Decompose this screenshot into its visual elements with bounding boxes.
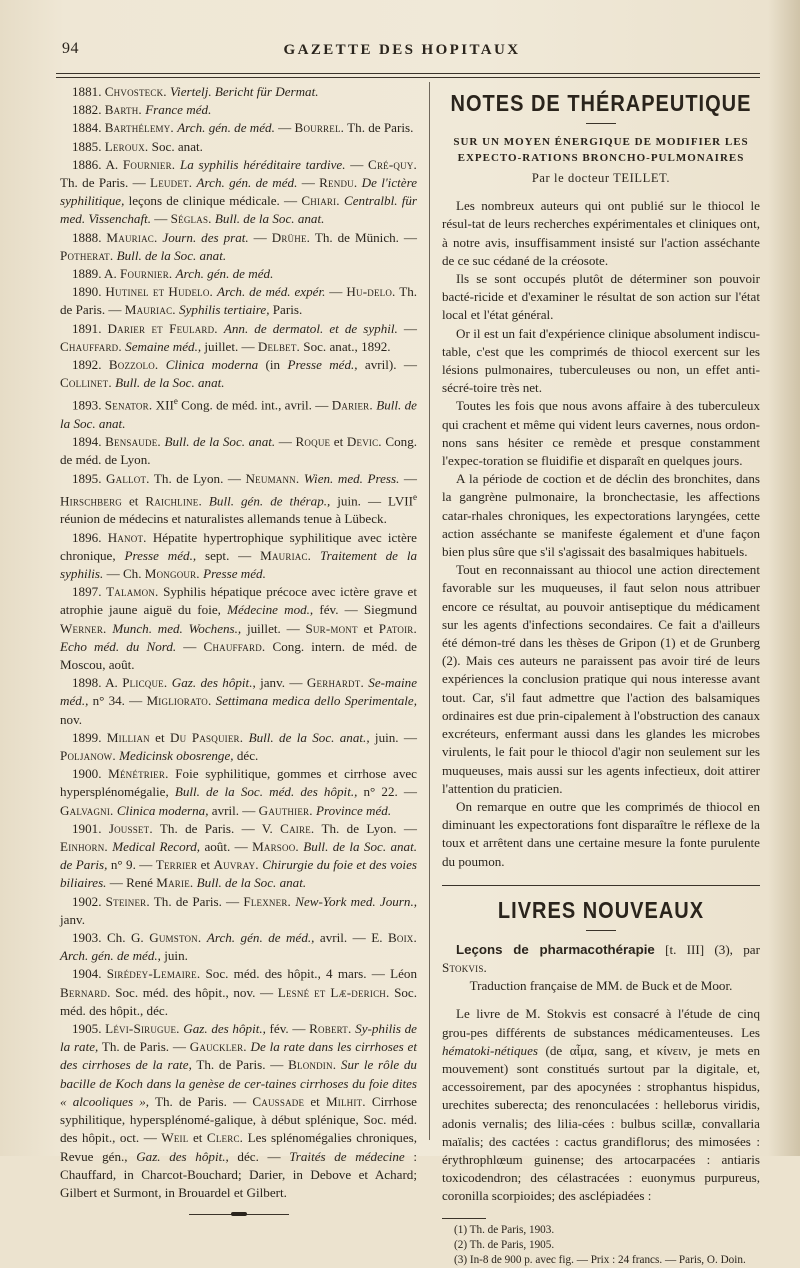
publication-title: Viertelj. Bericht für Dermat. bbox=[170, 84, 319, 99]
footnote: (2) Th. de Paris, 1905. bbox=[454, 1238, 555, 1251]
publication-title: Presse méd. bbox=[203, 566, 266, 581]
publication-title: Bull. de la Soc. anat. bbox=[115, 375, 225, 391]
author-name: Chvosteck. bbox=[104, 84, 167, 99]
author-name: Hutinel et Hudelo. bbox=[105, 284, 214, 300]
author-name: Mauriac. bbox=[106, 229, 158, 245]
author-name: Einhorn. bbox=[60, 839, 108, 855]
text-run: Syphilis hépatique précoce avec ictère grave et atrophie jaune aiguë du foie, bbox=[60, 584, 417, 618]
bibliography-entry bbox=[60, 265, 417, 283]
text-run: Th. de Paris. — bbox=[60, 175, 151, 191]
bibliography-entry bbox=[60, 320, 417, 356]
author-name: Séglas. bbox=[170, 211, 212, 227]
author-name: Weil bbox=[161, 1130, 189, 1146]
publication-title: France méd. bbox=[145, 102, 212, 118]
text-run: Soc. anat. bbox=[148, 138, 203, 154]
text-run: et bbox=[188, 1130, 207, 1146]
text-run: Th. de Paris. — bbox=[149, 893, 244, 909]
footnote: (1) Th. de Paris, 1903. bbox=[454, 1223, 555, 1236]
publication-title: Sur le rôle du bacille de Koch dans la genèse de cer-taines cirrhoses du foie dites « alcooliques », bbox=[60, 1057, 417, 1109]
publication-title: Chirurgie du foie et des voies biliaires. bbox=[60, 857, 417, 891]
text-run: Cong. intern. de méd. de Moscou, août. bbox=[60, 638, 417, 673]
publication-title: Echo méd. du Nord. bbox=[60, 638, 177, 654]
author-name: Chauffard. bbox=[60, 338, 122, 354]
text-run: — bbox=[274, 120, 295, 136]
author-name: Du Pasquier. bbox=[169, 729, 244, 745]
text-run: juin. — LVII bbox=[330, 493, 414, 509]
text-run bbox=[311, 548, 320, 563]
author-name: Migliorato. bbox=[146, 693, 212, 709]
author-name: Bernard. bbox=[60, 984, 111, 1000]
text-run: — Ch. bbox=[103, 566, 145, 581]
text-run: nov. bbox=[60, 711, 83, 727]
publication-title: hématoki-nétiques bbox=[442, 1042, 538, 1058]
text-run: 1882. bbox=[72, 102, 105, 118]
text-run: Cong. de méd. int., avril. — bbox=[177, 397, 332, 413]
text-run bbox=[202, 493, 209, 508]
author-name: Boix. bbox=[387, 930, 417, 946]
publication-title: Arch. de méd. expér. bbox=[216, 284, 326, 300]
author-name: Jousset. bbox=[108, 820, 153, 836]
publication-title: Arch. gén. de méd. bbox=[177, 120, 275, 136]
bibliography-entry bbox=[60, 820, 417, 893]
bibliography-entry bbox=[60, 729, 417, 765]
publication-title: Gaz. des hôpit., bbox=[171, 675, 256, 691]
bibliography-entry bbox=[60, 101, 417, 119]
publication-title: Arch. gén. de méd., bbox=[60, 948, 161, 964]
publication-title: Bull. de la Soc. anat. bbox=[214, 211, 325, 227]
text-run: juillet. — bbox=[201, 338, 258, 354]
text-run: 1892. bbox=[72, 357, 109, 373]
text-run: A la période de coction et de déclin des bronchites, dans la gangrène pulmonaire, la bronchectasie, les affections catar-rhales chroniques, les expectorations laryngées, cette action asséchante se manifeste également et d'une façon bien plus sûre que s'il s'agissait des basalmiques habituels. bbox=[442, 471, 760, 560]
text-run: Th. de Münich. — bbox=[310, 229, 417, 245]
publication-title: Presse méd., bbox=[124, 547, 197, 563]
text-run: Th. de Paris. — bbox=[191, 1057, 289, 1073]
author-name: Leudet. bbox=[150, 175, 193, 191]
text-run: 1901. bbox=[72, 820, 109, 836]
author-name: Neumann. bbox=[245, 470, 300, 486]
text-run: 1889. A. bbox=[72, 266, 121, 282]
author-name: Potherat. bbox=[60, 247, 114, 263]
text-run: — bbox=[325, 284, 347, 300]
text-run: juin. — bbox=[369, 729, 418, 745]
publication-title: Munch. med. Wochens., bbox=[112, 620, 242, 636]
author-name: Hanot. bbox=[107, 529, 147, 545]
footnotes bbox=[442, 1223, 760, 1268]
text-run: — René bbox=[106, 875, 157, 891]
author-name: Galvagni. bbox=[60, 802, 114, 818]
author-name: Lévi-Sirugue. bbox=[105, 1021, 180, 1037]
bibliography-entry bbox=[60, 229, 417, 265]
bibliography-entry bbox=[60, 283, 417, 319]
publication-title: Clinica moderna bbox=[165, 357, 259, 373]
text-run: fév. — bbox=[265, 1021, 310, 1037]
text-run: Cirrhose syphilitique, hypersplénomé-galique, à début splénique, Soc. méd. des hôpit., oct. — bbox=[60, 1093, 417, 1146]
author-name: Mauriac. bbox=[124, 302, 176, 318]
text-run: 1904. bbox=[72, 966, 107, 982]
text-run: Ils se sont occupés plutôt de déterminer son pouvoir bacté-ricide et d'examiner le résultat de son action sur l'état local et l'état général. bbox=[442, 271, 760, 323]
bibliography-entry bbox=[60, 674, 417, 729]
author-name: Marie. bbox=[156, 875, 194, 891]
publication-title: Province méd. bbox=[315, 802, 392, 818]
text-run: et bbox=[330, 434, 347, 450]
publication-title: Traitement de la syphilis. bbox=[60, 547, 418, 581]
text-run: XII bbox=[152, 397, 174, 413]
text-run: — bbox=[248, 229, 272, 245]
header-rule-thin bbox=[56, 77, 760, 78]
text-run: Foie syphilitique, gommes et cirrhose avec hypersplénomégalie, bbox=[60, 766, 417, 800]
publication-title: Arch. gén. de méd., bbox=[206, 930, 315, 946]
bibliography-entry bbox=[60, 356, 417, 392]
short-rule bbox=[586, 123, 616, 124]
article-paragraph bbox=[442, 197, 760, 270]
author-name: Auvray. bbox=[213, 857, 259, 873]
author-name: Barthélemy. bbox=[104, 120, 174, 136]
text-run: et bbox=[121, 493, 146, 509]
author-name: Patoir. bbox=[378, 620, 417, 636]
publication-title: Syphilis tertiaire, bbox=[179, 302, 270, 318]
text-run: Th. de Paris. — bbox=[98, 1039, 190, 1055]
bibliography-entry bbox=[60, 83, 417, 101]
book-review-paragraph bbox=[442, 1005, 760, 1205]
publication-title: Medical Record, bbox=[112, 839, 201, 855]
text-run: avril. — bbox=[208, 802, 259, 818]
text-run: 1896. bbox=[72, 529, 108, 545]
bibliography-entry bbox=[60, 929, 417, 965]
text-run: 1888. bbox=[72, 229, 107, 245]
text-run: n° 34. — bbox=[88, 693, 147, 709]
text-run: et bbox=[304, 1093, 326, 1109]
publication-title: Presse méd., bbox=[287, 357, 358, 373]
bibliography-list bbox=[60, 83, 417, 1202]
article-paragraph bbox=[442, 470, 760, 561]
text-run: Cong. de méd. de Lyon. bbox=[60, 434, 418, 468]
text-run: Le livre de M. Stokvis est consacré à l'étude de cinq grou-pes différents de substances médicamenteuses. Les bbox=[442, 1006, 760, 1040]
text-run: Soc. méd. des hôpit., nov. — bbox=[110, 984, 278, 1000]
author-name: Hirschberg bbox=[60, 493, 122, 509]
publication-title: Clinica moderna, bbox=[116, 802, 209, 818]
publication-title: Journ. des prat. bbox=[162, 229, 249, 245]
text-run: leçons de clinique médicale. — bbox=[124, 193, 302, 209]
page-number: 94 bbox=[62, 40, 79, 57]
publication-title: Gaz. des hôpit., bbox=[136, 1148, 229, 1164]
text-run: 1895. bbox=[72, 470, 106, 486]
publication-title: Bull. de la Soc. anat. bbox=[196, 875, 307, 891]
publication-title: Bull. de la Soc. anat. bbox=[164, 434, 276, 450]
author-name: Gerhardt. bbox=[306, 675, 364, 691]
article-title: SUR UN MOYEN ÉNERGIQUE DE MODIFIER LES EXPECTO-RATIONS BRONCHO-PULMONAIRES bbox=[453, 136, 749, 164]
short-rule-2 bbox=[586, 930, 616, 931]
text-run: — bbox=[275, 434, 296, 450]
section-title-livres: LIVRES NOUVEAUX bbox=[497, 898, 705, 924]
text-run: Les nombreux auteurs qui ont publié sur le thiocol le résul-tat de leurs recherches expérimentales et cliniques ont, à notre avis, insuffisamment insisté sur l'action asséchante de ce suc cédané de la créosote. bbox=[442, 198, 760, 268]
text-run: 1900. bbox=[72, 766, 109, 782]
author-name: Clerc. bbox=[206, 1130, 244, 1146]
author-name: Poljanow. bbox=[60, 748, 116, 764]
text-run: et bbox=[357, 620, 379, 636]
author-name: Chauffard. bbox=[203, 638, 266, 654]
article-paragraph bbox=[442, 397, 760, 470]
text-run: Paris. bbox=[269, 302, 303, 318]
author-name: Blondin. bbox=[288, 1057, 337, 1073]
publication-title: Bull. de la Soc. méd. des hôpit., bbox=[174, 784, 358, 800]
publication-title: Ann. de dermatol. et de syphil. bbox=[223, 320, 398, 336]
publication-title: Bull. de la Soc. anat. bbox=[116, 247, 227, 263]
column-divider bbox=[429, 82, 430, 1140]
publication-title: Bull. de la Soc. anat., bbox=[248, 729, 370, 745]
text-run: janv. bbox=[60, 911, 85, 927]
text-run: Toutes les fois que nous avons affaire à des tuberculeux qui crachent et même qui vident leurs cavernes, nous ordon-nons sans hésiter ce remède et presque constamment l'expec-toration se fluidifie et disparaît en quelques jours. bbox=[442, 398, 760, 469]
author-name: Gauckler. bbox=[189, 1039, 247, 1055]
end-ornament-rule bbox=[189, 1214, 289, 1215]
publication-title: Medicinsk obosrenge, bbox=[119, 748, 234, 764]
text-run: Th. de Lyon. — bbox=[314, 820, 417, 836]
publication-title: Settimana medica dello Sperimentale, bbox=[215, 693, 417, 709]
publication-title: New-York med. Journ., bbox=[295, 893, 418, 909]
text-run: Soc. méd. des hôpit., 4 mars. — Léon bbox=[200, 966, 417, 982]
publication-title: La syphilis héréditaire tardive. bbox=[179, 156, 346, 172]
text-run: et bbox=[197, 857, 214, 873]
text-run: — bbox=[399, 470, 417, 486]
bibliography-entry bbox=[60, 1020, 417, 1202]
text-run: avril). — bbox=[357, 357, 417, 373]
text-run: 1902. bbox=[72, 893, 106, 909]
author-name: Sur-mont bbox=[305, 620, 358, 636]
footnote: (3) In-8 de 900 p. avec fig. — Prix : 24 francs. — Paris, O. Doin. bbox=[454, 1253, 746, 1266]
text-run: n° 9. — bbox=[107, 857, 156, 873]
text-run: fév. — Siegmund bbox=[313, 602, 417, 618]
author-name: Bensaude. bbox=[105, 434, 161, 450]
author-name: Millian bbox=[106, 729, 150, 745]
publication-title: Wien. med. Press. bbox=[303, 470, 400, 486]
publication-title: Sy-philis de la rate, bbox=[60, 1021, 417, 1055]
author-name: Delbet. bbox=[257, 338, 301, 354]
author-name: Roque bbox=[295, 434, 331, 450]
author-name: Robert. bbox=[309, 1021, 352, 1037]
author-name: Fournier. bbox=[120, 266, 173, 282]
author-name: Darier et Feulard. bbox=[107, 320, 218, 336]
text-run bbox=[158, 357, 165, 372]
text-run: Th. de Lyon. — bbox=[149, 470, 246, 486]
publication-title: De l'ictère syphilitique, bbox=[60, 175, 418, 209]
author-name: Bourrel. bbox=[294, 120, 345, 136]
text-run: 1881. bbox=[72, 84, 105, 99]
text-run: n° 22. — bbox=[357, 784, 417, 800]
text-run: 1893. bbox=[72, 397, 105, 413]
text-run: août. — bbox=[200, 839, 253, 855]
publication-title: Bull. de la Soc. anat. bbox=[60, 397, 417, 432]
author-name: Mauriac. bbox=[260, 547, 312, 563]
bibliography-entry bbox=[60, 156, 417, 229]
text-run: déc. — bbox=[228, 1148, 290, 1164]
footnote-rule bbox=[442, 1218, 486, 1219]
author-name: Caire. bbox=[280, 820, 315, 836]
author-name: Terrier bbox=[155, 857, 198, 873]
book-author: Stokvis. bbox=[442, 959, 487, 975]
text-run: — bbox=[345, 156, 369, 172]
text-run: sept. — bbox=[196, 547, 261, 563]
bibliography-entry bbox=[60, 965, 417, 1020]
bibliography-entry bbox=[60, 119, 417, 137]
text-run: (in bbox=[258, 357, 288, 373]
text-run: (de αἷμα, sang, et κίνειν, je mets en mouvement) sont constitués surtout par la digitale, et, accessoirement, par des apocynées : strophantus hispidus, urechites suberecta; des renonculacées : helleborus viridis, adonis vernalis; des lilia-cées : bulbus scillæ, convallaria maïalis; des cactées : cactus grandiflorus; des mimosées : érythrophlœum guinense; des artocarpacées : antiaris toxicodendron; des célastracées : euonymus purpureus, coronilla scorpioides; des asclépiadées : bbox=[442, 1042, 760, 1204]
publication-title: Arch. gén. de méd. bbox=[196, 175, 298, 191]
bibliography-entry bbox=[60, 765, 417, 820]
book-title: Leçons de pharmacothérapie bbox=[456, 941, 655, 957]
author-name: Fournier. bbox=[122, 156, 176, 172]
publication-title: Bull. gén. de thérap., bbox=[208, 493, 331, 509]
author-name: Milhit. bbox=[325, 1093, 366, 1109]
publication-title: Bull. de la Soc. anat. de Paris, bbox=[60, 839, 418, 873]
author-name: Chiari. bbox=[301, 193, 340, 209]
author-name: Flexner. bbox=[243, 893, 292, 909]
bibliography-entry bbox=[60, 529, 417, 584]
text-run: 1894. bbox=[72, 434, 106, 450]
text-run: 1898. A. bbox=[72, 675, 123, 691]
publication-title: Arch. gén. de méd. bbox=[175, 266, 274, 282]
author-name: Caussade bbox=[252, 1093, 305, 1109]
text-run: 1903. Ch. G. bbox=[72, 930, 150, 946]
text-run: 1885. bbox=[72, 138, 105, 154]
text-run: Les splénomégalies chroniques, Revue gén., bbox=[60, 1130, 418, 1164]
author-name: Gumston. bbox=[149, 930, 202, 946]
text-run: Th. de Paris. — bbox=[60, 284, 418, 318]
bibliography-entry bbox=[60, 470, 417, 529]
author-name: Steiner. bbox=[105, 893, 150, 909]
publication-title: De la rate dans les cirrhoses et des cirrhoses de la rate, bbox=[60, 1039, 417, 1073]
text-run: juillet. — bbox=[241, 620, 306, 636]
text-run: avril. — E. bbox=[314, 930, 388, 946]
author-name: Werner. bbox=[60, 620, 107, 636]
page-header bbox=[62, 40, 742, 64]
header-rule bbox=[56, 73, 760, 74]
text-run: juin. bbox=[160, 948, 188, 964]
text-run: 1905. bbox=[72, 1021, 106, 1037]
text-run: — bbox=[297, 175, 320, 191]
text-run: e bbox=[173, 396, 178, 407]
author-name: Devic. bbox=[346, 434, 382, 450]
article-body bbox=[442, 197, 760, 871]
author-name: Drühe. bbox=[271, 229, 311, 245]
author-name: Darier. bbox=[331, 397, 373, 413]
publication-title: Traités de médecine bbox=[289, 1148, 405, 1164]
publication-title: Se-maine méd., bbox=[60, 675, 418, 709]
article-byline: Par le docteur TEILLET. bbox=[531, 171, 671, 185]
publication-title: Centralbl. für med. Vissenchaft. bbox=[60, 193, 417, 227]
bibliography-entry bbox=[60, 893, 417, 929]
article-paragraph bbox=[442, 798, 760, 871]
text-run: Soc. méd. des hôpit., déc. bbox=[60, 984, 417, 1018]
author-name: Marsoo. bbox=[252, 839, 299, 855]
author-name: Collinet. bbox=[60, 375, 112, 391]
author-name: Bozzolo. bbox=[108, 357, 159, 373]
bibliography-entry bbox=[60, 583, 417, 674]
publication-title: Semaine méd., bbox=[125, 338, 202, 354]
bibliography-column bbox=[60, 83, 417, 1215]
text-run: déc. bbox=[233, 748, 259, 764]
author-name: Hu-delo. bbox=[346, 284, 396, 300]
text-run: réunion de médecins et naturalistes allemands tenue à Lübeck. bbox=[60, 511, 387, 527]
author-name: Leroux. bbox=[104, 138, 149, 154]
text-run: e bbox=[413, 491, 418, 502]
author-name: Mongour. bbox=[144, 566, 200, 581]
author-name: Rendu. bbox=[319, 175, 358, 191]
text-run: — bbox=[151, 211, 171, 227]
text-run: 1899. bbox=[72, 729, 107, 745]
text-run: 1886. A. bbox=[72, 156, 123, 172]
text-run: Th. de Paris. — bbox=[149, 1093, 253, 1109]
text-run: : Chauffard, in Charcot-Bouchard; Darier, in Debove et Achard; Gilbert et Surmont, in Brouardel et Gilbert. bbox=[60, 1148, 417, 1200]
text-run: Th. de Paris. — V. bbox=[152, 820, 281, 836]
author-name: Lesné et Læ-derich. bbox=[277, 984, 390, 1000]
section-title-therapeutique: NOTES DE THÉRAPEUTIQUE bbox=[450, 91, 752, 117]
publication-title: Médecine mod., bbox=[227, 602, 314, 618]
right-column bbox=[442, 83, 760, 1268]
bibliography-entry bbox=[60, 392, 417, 433]
text-run: 1884. bbox=[72, 120, 105, 136]
text-run: janv. — bbox=[255, 675, 307, 691]
bibliography-entry bbox=[60, 138, 417, 156]
publication-title: Gaz. des hôpit., bbox=[183, 1021, 266, 1037]
author-name: Gauthier. bbox=[258, 802, 313, 818]
article-paragraph bbox=[442, 270, 760, 325]
author-name: Raichline. bbox=[145, 493, 202, 509]
book-translation: Traduction française de MM. de Buck et de Moor. bbox=[469, 978, 733, 994]
author-name: Cré-quy. bbox=[368, 156, 417, 172]
section-rule bbox=[442, 885, 760, 886]
running-title: GAZETTE DES HOPITAUX bbox=[283, 42, 521, 58]
author-name: Barth. bbox=[104, 102, 142, 118]
text-run: Hépatite hypertrophique syphilitique avec ictère chronique, bbox=[60, 529, 417, 563]
text-run: Or il est un fait d'expérience clinique absolument indiscu-table, c'est que les comprimés de thiocol exercent sur les lésions pulmonaires, tuberculeuses ou non, un effet anti-sécré-toire très net. bbox=[442, 325, 760, 396]
text-run: On remarque en outre que les comprimés de thiocol en diminuant les expectorations font disparaître le réflexe de la toux et arrêtent dans une certaine mesure la fonte purulente du poumon. bbox=[442, 798, 760, 869]
text-run: — bbox=[397, 320, 418, 336]
text-run: et bbox=[149, 729, 170, 745]
text-run: Tout en reconnaissant au thiocol une action directement favorable sur les muqueuses, il faut selon nous attribuer encore ce résultat, au pouvoir antiseptique du médicament sur les agents d'infections secondaires. Ce fait a d'ailleurs été démon-tré dans les thèses de Gripon (1) et de Grunberg (2). Mais ces auteurs ne paraissent pas avoir tiré de leurs expériences la conclusion pratique qui nous interesse avant tout. Car, s'il faut admettre que l'action des balsamiques ordinaires est due prin-cipalement à l'obstruction des canaux excréteurs, enfermant aussi dans les glandes les microbes virulents, le fait pour le thiocol d'agir non seulement sur les muqueuses, mais aussi sur les agents infectieux, doit attirer l'attention du praticien. bbox=[442, 562, 760, 796]
text-run: 1897. bbox=[72, 584, 107, 600]
text-run: — bbox=[176, 638, 204, 654]
author-name: Senator. bbox=[104, 397, 153, 413]
article-paragraph bbox=[442, 561, 760, 798]
author-name: Ménétrier. bbox=[108, 766, 169, 782]
author-name: Plicque. bbox=[122, 675, 168, 691]
book-title-line bbox=[442, 941, 760, 977]
text-run: Soc. anat., 1892. bbox=[300, 338, 391, 354]
text-run: Th. de Paris. bbox=[344, 120, 414, 136]
text-run: 1891. bbox=[72, 320, 108, 336]
bibliography-entry bbox=[60, 433, 417, 469]
author-name: Gallot. bbox=[106, 470, 150, 486]
author-name: Talamon. bbox=[106, 584, 159, 600]
article-paragraph bbox=[442, 325, 760, 398]
author-name: Sirédey-Lemaire. bbox=[106, 966, 201, 982]
text-run: 1890. bbox=[72, 284, 106, 300]
book-title-rest: [t. III] (3), par bbox=[654, 941, 760, 957]
